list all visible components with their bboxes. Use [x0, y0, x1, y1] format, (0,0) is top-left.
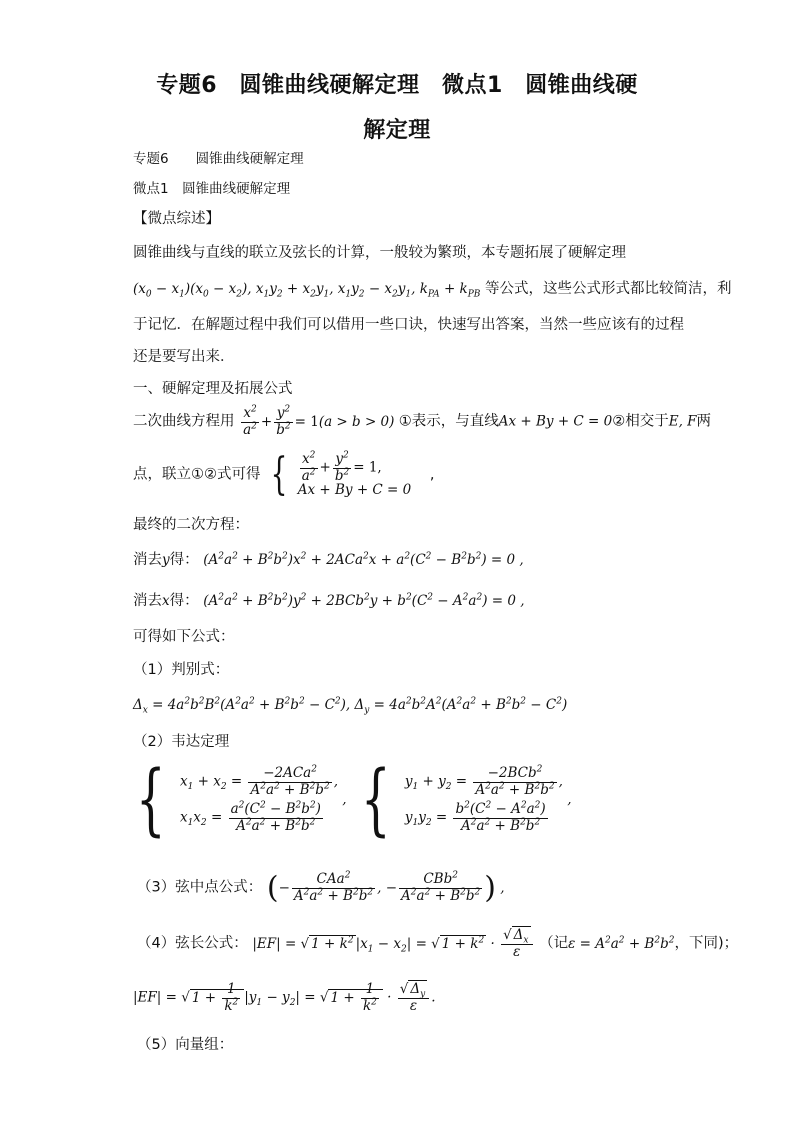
formula-list: $(x_0 - x_1)(x_0 - x_2)$, $x_1y_2 + x_2y_1$, $x_1y_2 - x_2y_1$, $k_{PA} + k_{PB}$	[133, 281, 481, 300]
item-vector-group: （5）向量组：	[137, 1037, 234, 1053]
vieta-formulas: { $x_1 + x_2$ = $\frac{-2ACa^2}{A^2a^2 + B^2b^2}$ , $x_1x_2$ = $\frac{a^2(C^2 - B^2b^2)}{A^2a^2 + B^2b^2}$ , { $y_1 + y_2$ = $\frac{-2BCb^2}{A^2a^2 + B^2b^2}$ , $y_1y_2$ = $\frac{b^2(C^2 - A^2a^2)}{A^2a^2 + B^2b^2}$ ,	[135, 755, 572, 845]
midpoint-formula: （3）弦中点公式： (− $\frac{CAa^2}{A^2a^2 + B^2b^2}$ , − $\frac{CBb^2}{A^2a^2 + B^2b^2}$ ) ,	[137, 870, 505, 906]
paragraph-intro-1: 圆锥曲线与直线的联立及弦长的计算，一般较为繁琐，本专题拓展了硬解定理	[133, 245, 626, 261]
paragraph-intro-3: 于记忆．在解题过程中我们可以借用一些口诀，快速写出答案，当然一些应该有的过程	[133, 317, 684, 333]
conic-text-d: 两	[696, 413, 712, 430]
discriminant-formula: $\Delta_x = 4a^2b^2B^2(A^2a^2 + B^2b^2 - C^2)$, $\Delta_y = 4a^2b^2A^2(A^2a^2 + B^2b^2 - C^2)$	[133, 696, 568, 716]
chord-length-formula: （4）弦长公式： |EF| = √ $1 + k^2$ $|x_1 - x_2|$ = √ $1 + k^2$ · $\frac{√ \Delta_x}{\varepsilon}$ （记$\varepsilon = A^2a^2 + B^2b^2$，下同)；	[137, 927, 739, 960]
chord-note-b: ，下同)；	[674, 935, 739, 952]
paragraph-intro-2	[133, 281, 732, 300]
item-vieta: （2）韦达定理	[133, 734, 230, 750]
elim-y-de: 得：	[169, 552, 199, 568]
chord-length-formula-y: |EF| = √ 1 + $\frac{1}{k^2}$ $|y_1 - y_2|$ = √ 1 + $\frac{1}{k^2}$ · $\frac{√ \Delta_y}{\varepsilon}$ .	[133, 981, 436, 1014]
eliminate-y-equation: 消去y得： $(A^2a^2 + B^2b^2)x^2 + 2ACa^2x + a^2(C^2 - B^2b^2) = 0$ ,	[133, 551, 524, 568]
elim-x-de: 得：	[169, 593, 199, 609]
item-midpoint: （3）弦中点公式：	[137, 879, 263, 896]
conic-text-b: ①表示，与直线	[398, 413, 499, 430]
line-equation: Ax + By + C = 0	[498, 413, 613, 430]
final-equation-label: 最终的二次方程：	[133, 517, 249, 533]
paragraph-intro-2-text: 等公式，这些公式形式都比较简洁，利	[485, 281, 732, 297]
paragraph-conic	[133, 406, 711, 438]
ellipse-equation: $\frac{x^2}{a^2}$ + $\frac{y^2}{b^2}$ = 1(a > b > 0)	[243, 404, 399, 438]
item-discriminant: （1）判别式：	[133, 662, 230, 678]
subtitle-point: 微点1 圆锥曲线硬解定理	[133, 181, 291, 197]
paragraph-intro-4: 还是要写出来．	[133, 349, 235, 365]
paragraph-system: 点，联立①②式可得 { $\frac{x^2}{a^2}$ + $\frac{y^2}{b^2}$ = 1, Ax + By + C = 0 ,	[133, 448, 435, 500]
section-summary-heading: 【微点综述】	[133, 211, 220, 227]
system-text: 点，联立①②式可得	[133, 466, 261, 483]
eliminate-x-equation: 消去x得： $(A^2a^2 + B^2b^2)y^2 + 2BCb^2y + b^2(C^2 - A^2a^2) = 0$ ,	[133, 592, 525, 609]
subtitle-topic: 专题6 圆锥曲线硬解定理	[133, 151, 304, 167]
system-equations: $\frac{x^2}{a^2}$ + $\frac{y^2}{b^2}$ = 1, Ax + By + C = 0	[297, 450, 412, 499]
elim-y-text: 消去	[133, 552, 162, 568]
page-title-line1: 专题6 圆锥曲线硬解定理 微点1 圆锥曲线硬	[156, 73, 638, 98]
section-1-heading: 一、硬解定理及拓展公式	[133, 381, 293, 397]
elim-x-text: 消去	[133, 593, 162, 609]
page-title-line2: 解定理	[363, 118, 431, 143]
points-ef: E, F	[668, 413, 697, 430]
conic-text-c: ②相交于	[612, 413, 669, 430]
conic-text-a: 二次曲线方程用	[133, 413, 235, 430]
formulas-intro: 可得如下公式：	[133, 629, 235, 645]
epsilon-definition: $\varepsilon = A^2a^2 + B^2b^2$	[568, 935, 675, 952]
item-chord-length: （4）弦长公式：	[137, 935, 248, 952]
chord-note-a: （记	[539, 935, 569, 952]
